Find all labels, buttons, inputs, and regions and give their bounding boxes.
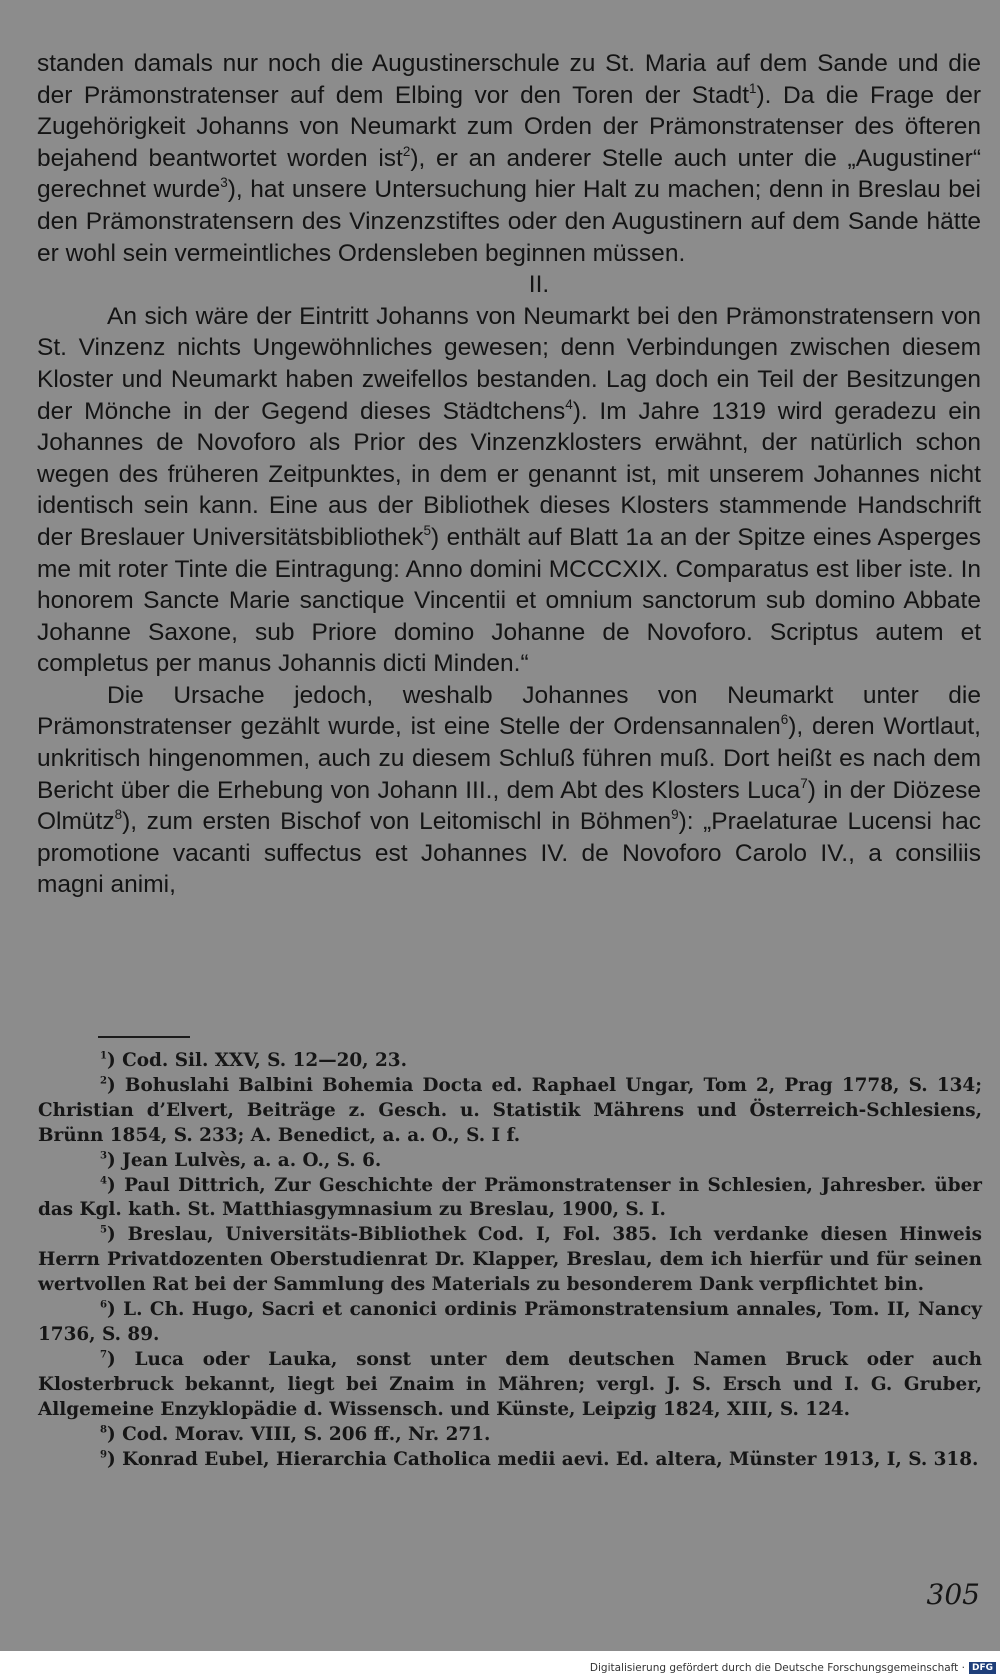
footnote-2	[38, 1074, 982, 1149]
footnote-divider	[98, 1036, 190, 1038]
footnote-text: ) Konrad Eubel, Hierarchia Catholica medii aevi. Ed. altera, Münster 1913, I, S. 318.	[107, 1448, 979, 1470]
footnotes	[38, 1049, 982, 1472]
footnote-6	[38, 1298, 982, 1348]
footnote-text: ) Paul Dittrich, Zur Geschichte der Prämonstratenser in Schlesien, Jahresber. über das Kgl. kath. St. Matthiasgymnasium zu Breslau, 1900, S. I.	[38, 1174, 982, 1221]
page-number: 305	[926, 1578, 980, 1611]
footnote-8	[38, 1423, 982, 1448]
footnote-ref-8: 8	[114, 807, 123, 823]
paragraph-2-text: An sich wäre der Eintritt Johanns von Neumarkt bei den Prämonstratensern von St. Vinzenz nichts Ungewöhnliches gewesen; denn Verbindungen zwischen diesem Kloster und Neumarkt haben zweifellos bestanden. Lag doch ein Teil der Besitzungen der Mönche in der Gegend dieses Städtchens	[37, 302, 981, 425]
footnote-9	[38, 1448, 982, 1473]
footnote-4	[38, 1174, 982, 1224]
dfg-logo: DFG	[969, 1662, 996, 1674]
footnote-mark: 9	[100, 1447, 108, 1460]
footnote-ref-9: 9	[671, 807, 679, 823]
footnote-ref-6: 6	[780, 712, 789, 728]
paragraph-3-text-c: ) in der Diözese Olmütz	[37, 776, 981, 836]
footnote-mark: 6	[100, 1298, 108, 1311]
footnote-ref-1: 1	[749, 80, 757, 96]
digitization-bar	[590, 1662, 996, 1674]
paragraph-3-text-e: ): „Praelaturae Lucensi hac promotione vacanti suffectus est Johannes IV. de Novoforo Carolo IV., a consiliis magni animi,	[37, 808, 981, 899]
footnote-ref-4: 4	[565, 396, 573, 412]
footnote-mark: 3	[100, 1149, 108, 1162]
footnote-ref-5: 5	[423, 522, 432, 538]
footnote-mark: 1	[100, 1049, 108, 1062]
section-heading: II.	[528, 271, 550, 299]
paragraph-3-text-d: ), zum ersten Bischof von Leitomischl in Böhmen	[122, 808, 672, 836]
paragraph-3-text-b: ), deren Wortlaut, unkritisch hingenommen, auch zu diesem Schluß führen muß. Dort heißt es nach dem Bericht über die Erhebung von Johann III., dem Abt des Klosters Luca	[37, 713, 981, 804]
paragraph-3-text: Die Ursache jedoch, weshalb Johannes von Neumarkt unter die Prämonstratenser gezählt wurde, ist eine Stelle der Ordensannalen	[37, 681, 981, 741]
footnote-text: ) Breslau, Universitäts-Bibliothek Cod. I, Fol. 385. Ich verdanke diesen Hinweis Herrn Privatdozenten Oberstudienrat Dr. Klapper, Breslau, dem ich hierfür und für seinen wertvollen Rat bei der Sammlung des Materials zu besonderem Dank verpflichtet bin.	[38, 1224, 982, 1296]
footnote-mark: 7	[100, 1348, 108, 1361]
footnote-ref-3: 3	[220, 175, 228, 191]
footnote-text: ) Cod. Morav. VIII, S. 206 ff., Nr. 271.	[107, 1423, 491, 1445]
footnote-ref-7: 7	[800, 775, 808, 791]
footnote-text: ) Cod. Sil. XXV, S. 12—20, 23.	[107, 1050, 407, 1071]
digitization-notice: Digitalisierung gefördert durch die Deutsche Forschungsgemeinschaft ·	[589, 1662, 965, 1674]
footnote-ref-2: 2	[402, 143, 411, 159]
paragraph-2	[37, 301, 981, 680]
footnote-mark: 5	[100, 1223, 108, 1236]
footnote-text: ) L. Ch. Hugo, Sacri et canonici ordinis Prämonstratensium annales, Tom. II, Nancy 1736, S. 89.	[38, 1299, 982, 1345]
footnote-mark: 2	[100, 1074, 108, 1087]
paragraph-2-text-c: ) enthält auf Blatt 1a an der Spitze eines Asperges me mit roter Tinte die Eintragung: Anno domini MCCCXIX. Comparatus est liber iste. In honorem Sancte Marie sanctique Vincentii et omnium sanctorum sub domino Abbate Johanne Saxone, sub Priore domino Johanne de Novoforo. Scriptus autem et completus per manus Johannis dicti Minden.“	[37, 523, 981, 678]
footnote-text: ) Bohuslahi Balbini Bohemia Docta ed. Raphael Ungar, Tom 2, Prag 1778, S. 134; Christian d’Elvert, Beiträge z. Gesch. u. Statistik Mährens und Österreich-Schlesiens, Brünn 1854, S. 233; A. Benedict, a. a. O., S. I f.	[38, 1074, 982, 1146]
paragraph-1-text-b: ). Da die Frage der Zugehörigkeit Johanns von Neumarkt zum Orden der Prämonstratenser des öfteren bejahend beantwortet worden ist	[37, 81, 981, 172]
paragraph-1	[37, 48, 981, 269]
footnote-7	[38, 1348, 982, 1423]
footnote-1	[38, 1049, 982, 1074]
paragraph-3	[37, 680, 981, 901]
paragraph-1-text-c: ), er an anderer Stelle auch unter die „Augustiner“ gerechnet wurde	[37, 144, 981, 204]
paragraph-1-text: standen damals nur noch die Augustinerschule zu St. Maria auf dem Sande und die der Prämonstratenser auf dem Elbing vor den Toren der Stadt	[37, 50, 981, 109]
footnote-mark: 8	[100, 1423, 108, 1436]
paragraph-1-text-d: ), hat unsere Untersuchung hier Halt zu machen; denn in Breslau bei den Prämonstratensern des Vinzenzstiftes oder den Augustinern auf dem Sande hätte er wohl sein vermeintliches Ordensleben beginnen müssen.	[37, 176, 981, 267]
paragraph-2-text-b: ). Im Jahre 1319 wird geradezu ein Johannes de Novoforo als Prior des Vinzenzklosters erwähnt, der natürlich schon wegen des früheren Zeitpunktes, in dem er genannt ist, mit unserem Johannes nicht identisch sein kann. Eine aus der Bibliothek dieses Klosters stammende Handschrift der Breslauer Universitätsbibliothek	[37, 397, 982, 551]
footnote-mark: 4	[100, 1173, 108, 1186]
footnote-text: ) Jean Lulvès, a. a. O., S. 6.	[107, 1149, 382, 1171]
footnote-3	[38, 1149, 982, 1174]
footnote-5	[38, 1223, 982, 1298]
footnote-text: ) Luca oder Lauka, sonst unter dem deutschen Namen Bruck oder auch Klosterbruck bekannt, liegt bei Znaim in Mähren; vergl. J. S. Ersch und I. G. Gruber, Allgemeine Enzyklopädie d. Wissensch. und Künste, Leipzig 1824, XIII, S. 124.	[38, 1348, 982, 1420]
main-text	[37, 48, 981, 901]
